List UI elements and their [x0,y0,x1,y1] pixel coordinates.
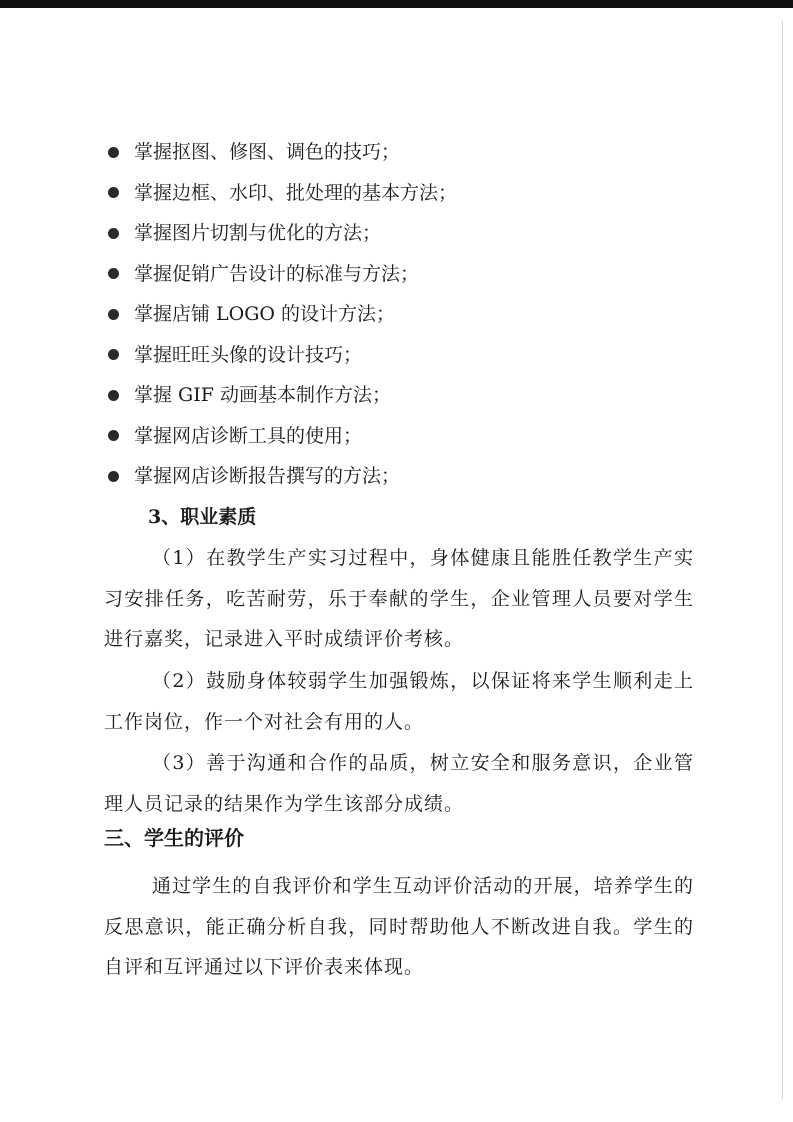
bullet-item [108,335,457,376]
bullet-item [108,416,457,457]
bullet-item [108,173,457,214]
paragraph-quality-2: （2）鼓励身体较弱学生加强锻炼，以保证将来学生顺利走上工作岗位，作一个对社会有用的人。 [104,670,694,733]
bullet-dot-icon [108,390,119,401]
paragraph-student-evaluation: 通过学生的自我评价和学生互动评价活动的开展，培养学生的反思意识，能正确分析自我，同时帮助他人不断改进自我。学生的自评和互评通过以下评价表来体现。 [104,875,694,978]
bullet-dot-icon [108,349,119,360]
bullet-text: 掌握促销广告设计的标准与方法； [134,262,420,285]
bullet-item [108,213,457,254]
bullet-text: 掌握 GIF 动画基本制作方法； [134,384,391,407]
bullet-dot-icon [108,430,119,441]
paragraph-quality-3: （3）善于沟通和合作的品质，树立安全和服务意识，企业管理人员记录的结果作为学生该部分成绩。 [104,752,694,815]
section-heading-professional-quality: 3、职业素质 [148,506,257,528]
bullet-item [108,294,457,335]
paragraph-quality-1: （1）在教学生产实习过程中，身体健康且能胜任教学生产实习安排任务，吃苦耐劳，乐于奉献的学生，企业管理人员要对学生进行嘉奖，记录进入平时成绩评价考核。 [104,547,694,650]
bullet-item [108,254,457,295]
bullet-text: 掌握网店诊断工具的使用； [134,424,363,447]
bullet-dot-icon [108,309,119,320]
bullet-text: 掌握抠图、修图、调色的技巧； [134,141,401,164]
page-top-border [0,0,793,8]
bullet-item [108,456,457,497]
bullet-text: 掌握店铺 LOGO 的设计方法； [134,303,396,326]
skills-bullet-list [108,132,457,497]
bullet-text: 掌握旺旺头像的设计技巧； [134,343,363,366]
bullet-dot-icon [108,187,119,198]
bullet-dot-icon [108,228,119,239]
bullet-item [108,132,457,173]
bullet-dot-icon [108,268,119,279]
bullet-dot-icon [108,147,119,158]
page-right-edge [782,20,783,1100]
main-heading-student-evaluation: 三、学生的评价 [104,826,244,850]
bullet-dot-icon [108,471,119,482]
bullet-item [108,375,457,416]
bullet-text: 掌握网店诊断报告撰写的方法； [134,465,401,488]
bullet-text: 掌握图片切割与优化的方法； [134,222,382,245]
bullet-text: 掌握边框、水印、批处理的基本方法； [134,181,458,204]
